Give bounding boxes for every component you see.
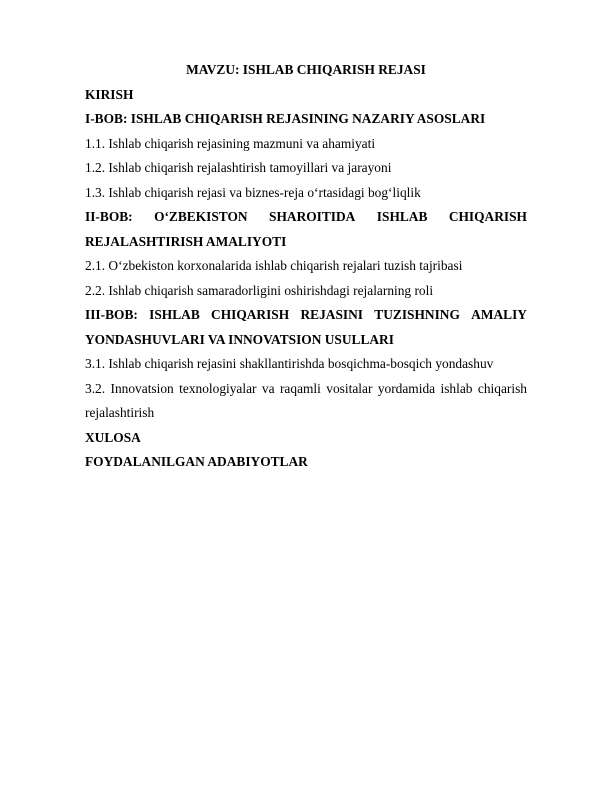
chapter-2-item: 2.2. Ishlab chiqarish samaradorligini oshirishdagi rejalarning roli [85, 282, 434, 298]
chapter-3-heading-word: CHIQARISH [211, 307, 290, 322]
chapter-1-item: 1.1. Ishlab chiqarish rejasining mazmuni va ahamiyati [85, 135, 376, 151]
section-adabiyotlar: FOYDALANILGAN ADABIYOTLAR [85, 454, 308, 469]
chapter-1-item: 1.2. Ishlab chiqarish rejalashtirish tamoyillari va jarayoni [85, 160, 392, 175]
chapter-2-heading-word: ISHLAB [376, 209, 428, 224]
chapter-3-heading-line-1 [85, 303, 527, 328]
table-of-contents [85, 58, 527, 475]
chapter-3-item: 3.1. Ishlab chiqarish rejasini shakllantirishda bosqichma-bosqich yondashuv [85, 356, 494, 371]
chapter-2-item: 2.1. O‘zbekiston korxonalarida ishlab chiqarish rejalari tuzish tajribasi [85, 258, 463, 273]
chapter-3-heading-word: TUZISHNING [374, 307, 460, 322]
chapter-3-heading-word: REJASINI [300, 307, 363, 322]
chapter-3-heading-word: ISHLAB [149, 307, 200, 322]
chapter-2-heading-word: SHAROITIDA [269, 209, 356, 224]
section-xulosa: XULOSA [85, 429, 141, 445]
chapter-3-heading-word: AMALIY [471, 307, 527, 322]
chapter-3-heading-word: III-BOB: [85, 307, 138, 322]
chapter-2-heading-word: O‘ZBEKISTON [154, 209, 248, 224]
chapter-1-item: 1.3. Ishlab chiqarish rejasi va biznes-reja o‘rtasidagi bog‘liqlik [85, 184, 421, 200]
chapter-2-heading-line-2: REJALASHTIRISH AMALIYOTI [85, 233, 287, 249]
chapter-3-heading-line-2: YONDASHUVLARI VA INNOVATSION USULLARI [85, 331, 394, 347]
chapter-2-heading-word: II-BOB: [85, 209, 133, 224]
chapter-1-heading: I-BOB: ISHLAB CHIQARISH REJASINING NAZARIY ASOSLARI [85, 111, 486, 126]
document-title: MAVZU: ISHLAB CHIQARISH REJASI [186, 62, 426, 77]
chapter-3-item: 3.2. Innovatsion texnologiyalar va raqamli vositalar yordamida ishlab chiqarish rejalashtirish [85, 380, 527, 420]
section-kirish: KIRISH [85, 86, 134, 102]
chapter-2-heading-line-1 [85, 205, 527, 230]
chapter-2-heading-word: CHIQARISH [448, 209, 527, 224]
